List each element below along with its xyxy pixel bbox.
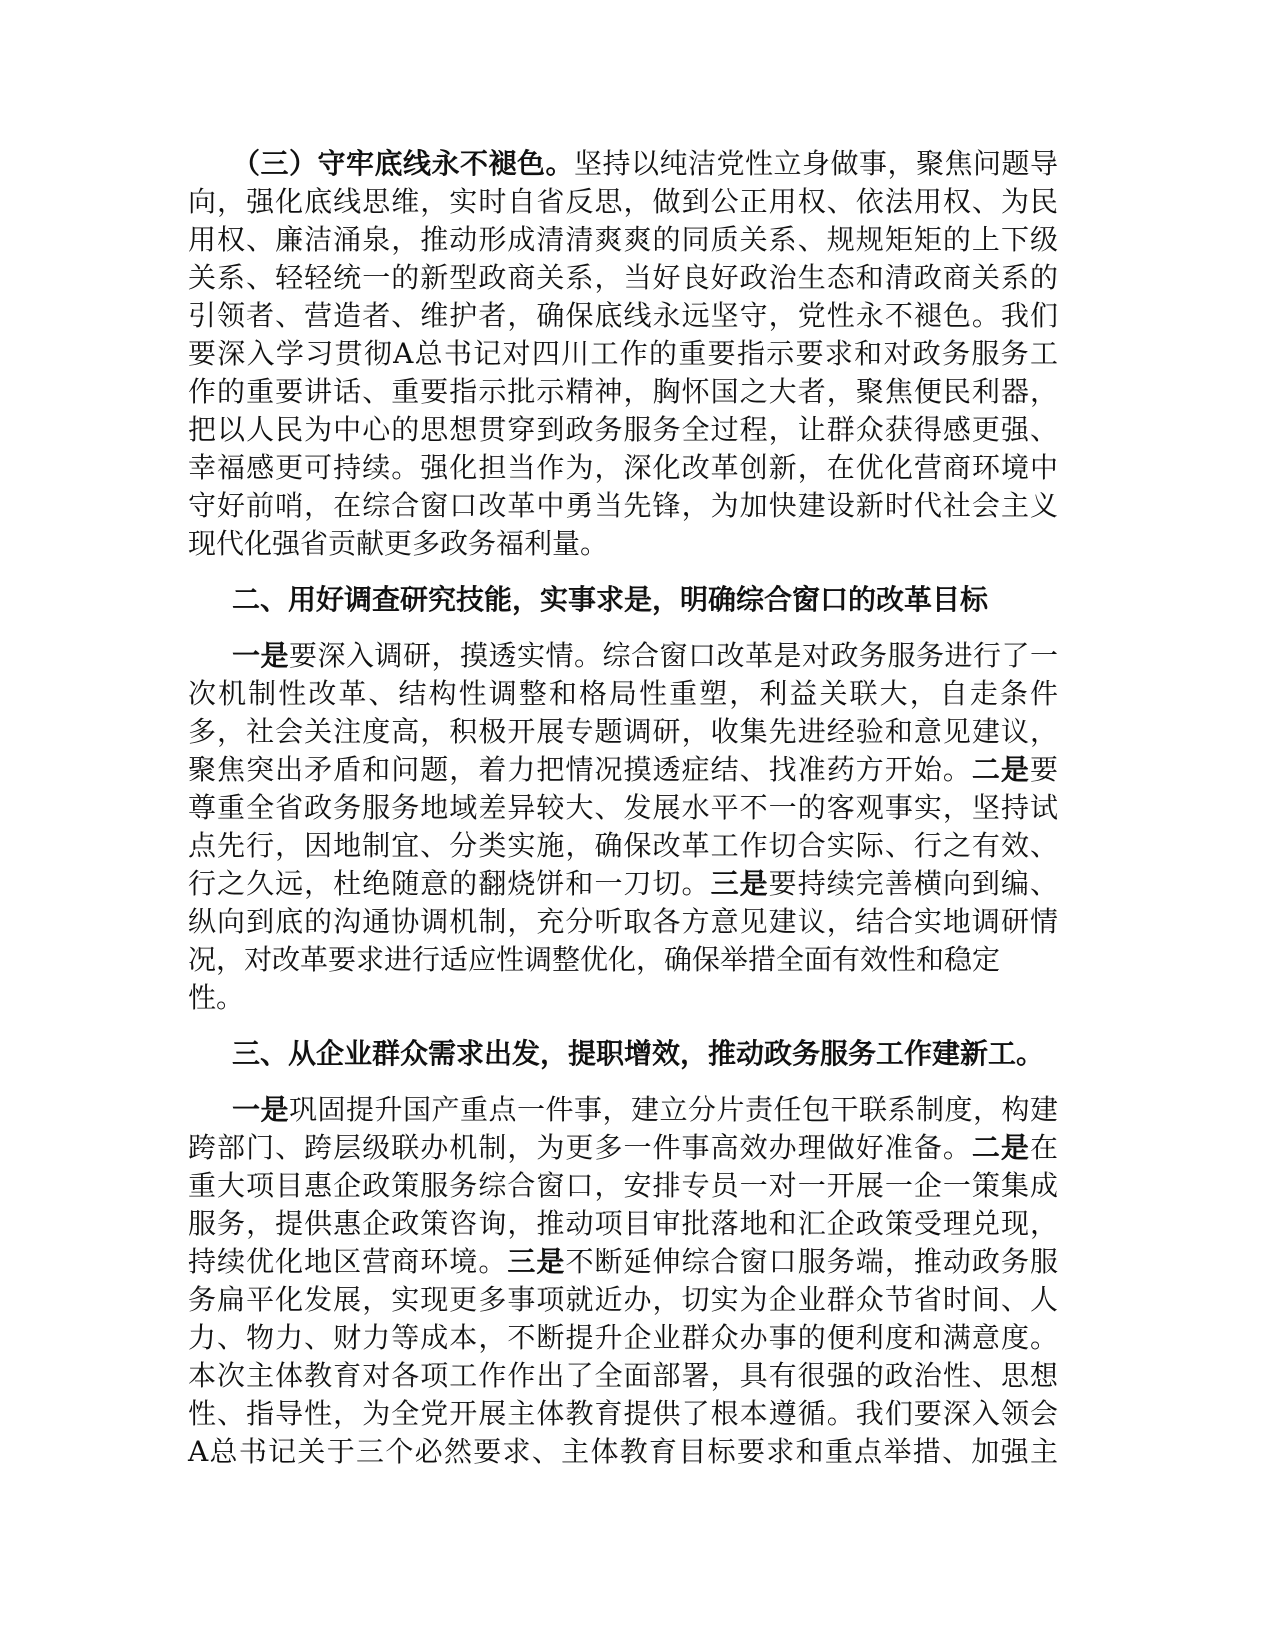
paragraph-line: 向，强化底线思维，实时自省反思，做到公正用权、依法用权、为民	[188, 185, 1058, 218]
paragraph-line: 把以人民为中心的思想贯穿到政务服务全过程，让群众获得感更强、	[188, 413, 1058, 446]
paragraph-line: 守好前哨，在综合窗口改革中勇当先锋，为加快建设新时代社会主义	[188, 489, 1058, 522]
paragraph-line: 多，社会关注度高，积极开展专题调研，收集先进经验和意见建议，	[188, 715, 1058, 748]
paragraph-line: 尊重全省政务服务地域差异较大、发展水平不一的客观事实，坚持试	[188, 791, 1058, 824]
paragraph-line: 要深入学习贯彻A总书记对四川工作的重要指示要求和对政务服务工	[188, 337, 1058, 370]
paragraph-line: 性。	[188, 981, 245, 1014]
paragraph-line: 务扁平化发展，实现更多事项就近办，切实为企业群众节省时间、人	[188, 1283, 1058, 1316]
subsection-lead: （三）守牢底线永不褪色。	[232, 147, 574, 180]
paragraph-line: 行之久远，杜绝随意的翻烧饼和一刀切。三是要持续完善横向到编、	[188, 867, 1058, 900]
paragraph-line: 力、物力、财力等成本，不断提升企业群众办事的便利度和满意度。	[188, 1321, 1058, 1354]
paragraph-line: 关系、轻轻统一的新型政商关系，当好良好政治生态和清政商关系的	[188, 261, 1058, 294]
paragraph-line: A总书记关于三个必然要求、主体教育目标要求和重点举措、加强主	[188, 1435, 1058, 1468]
paragraph-line: 一是巩固提升国产重点一件事，建立分片责任包干联系制度，构建	[232, 1093, 1058, 1126]
paragraph-line: 服务，提供惠企政策咨询，推动项目审批落地和汇企政策受理兑现，	[188, 1207, 1058, 1240]
paragraph-line: 跨部门、跨层级联办机制，为更多一件事高效办理做好准备。二是在	[188, 1131, 1058, 1164]
paragraph-line: 纵向到底的沟通协调机制，充分听取各方意见建议，结合实地调研情	[188, 905, 1058, 938]
paragraph-line: 点先行，因地制宜、分类实施，确保改革工作切合实际、行之有效、	[188, 829, 1058, 862]
paragraph-line: 作的重要讲话、重要指示批示精神，胸怀国之大者，聚焦便民利器，	[188, 375, 1058, 408]
section-heading-2: 二、用好调查研究技能，实事求是，明确综合窗口的改革目标	[232, 583, 989, 616]
spacer	[188, 619, 1058, 637]
spacer	[188, 563, 1058, 581]
document-page	[188, 145, 1058, 1471]
paragraph-line: 一是要深入调研，摸透实情。综合窗口改革是对政务服务进行了一	[232, 639, 1058, 672]
paragraph-line: 幸福感更可持续。强化担当作为，深化改革创新，在优化营商环境中	[188, 451, 1058, 484]
paragraph-line: 次机制性改革、结构性调整和格局性重塑，利益关联大，自走条件	[188, 677, 1058, 710]
paragraph-line: 本次主体教育对各项工作作出了全面部署，具有很强的政治性、思想	[188, 1359, 1058, 1392]
paragraph-line: 引领者、营造者、维护者，确保底线永远坚守，党性永不褪色。我们	[188, 299, 1058, 332]
paragraph-line: 况，对改革要求进行适应性调整优化，确保举措全面有效性和稳定	[188, 943, 1001, 976]
spacer	[188, 1017, 1058, 1035]
paragraph-line: 持续优化地区营商环境。三是不断延伸综合窗口服务端，推动政务服	[188, 1245, 1058, 1278]
paragraph-line: （三）守牢底线永不褪色。坚持以纯洁党性立身做事，聚焦问题导	[232, 147, 1058, 180]
paragraph-line: 重大项目惠企政策服务综合窗口，安排专员一对一开展一企一策集成	[188, 1169, 1058, 1202]
paragraph-line: 聚焦突出矛盾和问题，着力把情况摸透症结、找准药方开始。二是要	[188, 753, 1058, 786]
paragraph-line: 性、指导性，为全党开展主体教育提供了根本遵循。我们要深入领会	[188, 1397, 1058, 1430]
paragraph-line: 用权、廉洁涌泉，推动形成清清爽爽的同质关系、规规矩矩的上下级	[188, 223, 1058, 256]
paragraph-line: 现代化强省贡献更多政务福利量。	[188, 527, 609, 560]
section-heading-3: 三、从企业群众需求出发，提职增效，推动政务服务工作建新工。	[232, 1037, 1045, 1070]
spacer	[188, 1073, 1058, 1091]
